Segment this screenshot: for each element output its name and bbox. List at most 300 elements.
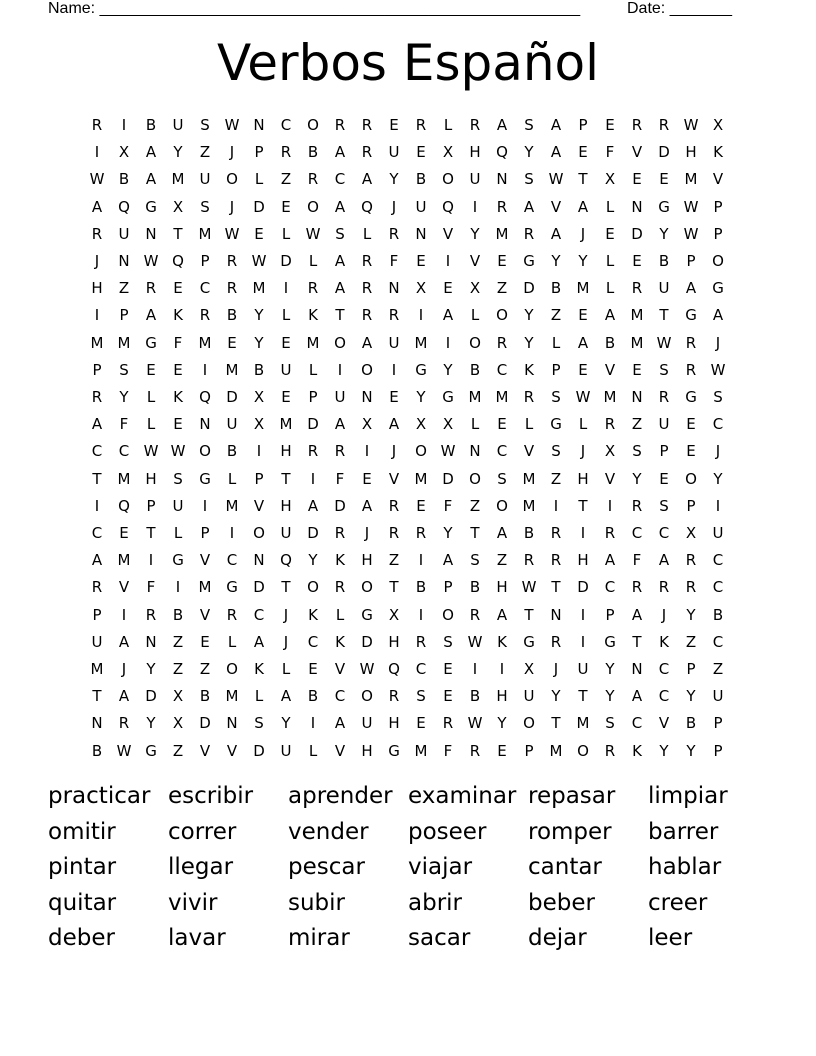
grid-letter[interactable]: Q bbox=[388, 660, 400, 678]
grid-letter[interactable]: R bbox=[334, 578, 346, 597]
grid-letter[interactable]: L bbox=[443, 116, 453, 134]
grid-letter[interactable]: Y bbox=[497, 714, 507, 733]
grid-letter[interactable]: N bbox=[388, 279, 400, 298]
grid-letter[interactable]: E bbox=[686, 415, 696, 434]
grid-letter[interactable]: E bbox=[443, 687, 453, 706]
grid-letter[interactable]: R bbox=[91, 224, 103, 243]
grid-letter[interactable]: U bbox=[415, 197, 427, 216]
grid-letter[interactable]: U bbox=[523, 687, 535, 706]
grid-letter[interactable]: E bbox=[389, 116, 399, 134]
grid-letter[interactable]: G bbox=[604, 632, 616, 651]
grid-letter[interactable]: Y bbox=[632, 469, 642, 488]
grid-letter[interactable]: G bbox=[685, 306, 697, 325]
grid-letter[interactable]: Z bbox=[712, 660, 724, 678]
grid-letter[interactable]: N bbox=[199, 415, 211, 434]
grid-letter[interactable]: Y bbox=[605, 687, 615, 706]
grid-letter[interactable]: O bbox=[496, 496, 508, 515]
grid-letter[interactable]: C bbox=[253, 605, 265, 624]
grid-letter[interactable]: A bbox=[307, 496, 319, 515]
grid-letter[interactable]: B bbox=[226, 442, 238, 461]
grid-letter[interactable]: R bbox=[604, 415, 616, 434]
grid-letter[interactable]: L bbox=[146, 388, 156, 406]
grid-letter[interactable]: A bbox=[685, 279, 697, 298]
grid-letter[interactable]: H bbox=[496, 578, 508, 597]
grid-letter[interactable]: L bbox=[254, 170, 264, 189]
grid-letter[interactable]: S bbox=[254, 714, 264, 733]
grid-letter[interactable]: X bbox=[604, 442, 616, 461]
grid-letter[interactable]: P bbox=[200, 252, 210, 270]
grid-letter[interactable]: E bbox=[416, 252, 426, 270]
grid-letter[interactable]: X bbox=[712, 116, 724, 134]
grid-letter[interactable]: M bbox=[549, 741, 563, 760]
grid-letter[interactable]: I bbox=[94, 496, 100, 515]
grid-letter[interactable]: Y bbox=[551, 687, 561, 706]
grid-letter[interactable]: K bbox=[659, 632, 669, 651]
grid-letter[interactable]: R bbox=[226, 605, 238, 624]
grid-letter[interactable]: X bbox=[442, 143, 454, 162]
grid-letter[interactable]: A bbox=[388, 415, 400, 434]
grid-letter[interactable]: L bbox=[254, 687, 264, 706]
grid-letter[interactable]: U bbox=[226, 415, 238, 434]
grid-letter[interactable]: Z bbox=[172, 660, 184, 678]
grid-letter[interactable]: E bbox=[686, 442, 696, 461]
grid-letter[interactable]: S bbox=[200, 197, 210, 216]
grid-letter[interactable]: E bbox=[632, 252, 642, 270]
grid-letter[interactable]: Z bbox=[280, 170, 292, 189]
grid-letter[interactable]: K bbox=[335, 632, 345, 651]
grid-letter[interactable]: Y bbox=[578, 252, 588, 270]
grid-letter[interactable]: R bbox=[496, 197, 508, 216]
grid-letter[interactable]: U bbox=[199, 170, 211, 189]
grid-letter[interactable]: P bbox=[713, 741, 723, 760]
grid-letter[interactable]: A bbox=[91, 197, 103, 216]
grid-letter[interactable]: N bbox=[469, 442, 481, 461]
grid-letter[interactable]: E bbox=[578, 360, 588, 379]
grid-letter[interactable]: F bbox=[173, 333, 183, 352]
grid-letter[interactable]: M bbox=[225, 496, 239, 515]
grid-letter[interactable]: R bbox=[226, 252, 238, 270]
grid-letter[interactable]: B bbox=[712, 605, 724, 624]
grid-letter[interactable]: P bbox=[443, 578, 453, 597]
grid-letter[interactable]: R bbox=[604, 741, 616, 760]
grid-letter[interactable]: W bbox=[359, 660, 375, 678]
grid-letter[interactable]: H bbox=[361, 741, 373, 760]
grid-letter[interactable]: M bbox=[414, 469, 428, 488]
grid-letter[interactable]: G bbox=[658, 197, 670, 216]
grid-letter[interactable]: I bbox=[580, 524, 586, 542]
grid-letter[interactable]: M bbox=[603, 388, 617, 406]
grid-letter[interactable]: Y bbox=[659, 741, 669, 760]
grid-letter[interactable]: D bbox=[199, 714, 211, 733]
grid-letter[interactable]: I bbox=[445, 333, 451, 352]
grid-letter[interactable]: R bbox=[658, 578, 670, 597]
grid-letter[interactable]: A bbox=[496, 524, 508, 542]
grid-letter[interactable]: N bbox=[145, 224, 157, 243]
grid-letter[interactable]: J bbox=[715, 333, 721, 352]
grid-letter[interactable]: P bbox=[524, 741, 534, 760]
grid-letter[interactable]: V bbox=[550, 197, 562, 216]
grid-letter[interactable]: I bbox=[310, 714, 316, 733]
grid-letter[interactable]: J bbox=[391, 442, 397, 461]
grid-letter[interactable]: X bbox=[253, 415, 265, 434]
grid-letter[interactable]: J bbox=[553, 660, 559, 678]
grid-letter[interactable]: X bbox=[172, 714, 184, 733]
grid-letter[interactable]: O bbox=[442, 170, 454, 189]
grid-letter[interactable]: E bbox=[308, 660, 318, 678]
grid-letter[interactable]: W bbox=[467, 714, 483, 733]
grid-letter[interactable]: A bbox=[550, 224, 562, 243]
grid-letter[interactable]: L bbox=[470, 306, 480, 325]
grid-letter[interactable]: C bbox=[712, 578, 724, 597]
grid-letter[interactable]: A bbox=[334, 143, 346, 162]
grid-letter[interactable]: M bbox=[468, 388, 482, 406]
grid-letter[interactable]: H bbox=[280, 496, 292, 515]
grid-letter[interactable]: A bbox=[334, 197, 346, 216]
grid-letter[interactable]: Z bbox=[118, 279, 130, 298]
grid-letter[interactable]: J bbox=[94, 252, 100, 270]
grid-letter[interactable]: I bbox=[391, 360, 397, 379]
grid-letter[interactable]: I bbox=[202, 496, 208, 515]
grid-letter[interactable]: C bbox=[712, 415, 724, 434]
grid-letter[interactable]: M bbox=[306, 333, 320, 352]
grid-letter[interactable]: D bbox=[631, 224, 643, 243]
grid-letter[interactable]: R bbox=[361, 306, 373, 325]
grid-letter[interactable]: X bbox=[442, 415, 454, 434]
grid-letter[interactable]: R bbox=[685, 360, 697, 379]
grid-letter[interactable]: E bbox=[416, 143, 426, 162]
grid-letter[interactable]: E bbox=[497, 741, 507, 760]
grid-letter[interactable]: R bbox=[91, 388, 103, 406]
grid-letter[interactable]: R bbox=[685, 333, 697, 352]
grid-letter[interactable]: I bbox=[472, 660, 478, 678]
grid-letter[interactable]: R bbox=[631, 496, 643, 515]
grid-letter[interactable]: R bbox=[361, 252, 373, 270]
grid-letter[interactable]: S bbox=[173, 469, 183, 488]
grid-letter[interactable]: Q bbox=[496, 143, 508, 162]
grid-letter[interactable]: Y bbox=[308, 551, 318, 570]
grid-letter[interactable]: R bbox=[550, 524, 562, 542]
grid-letter[interactable]: M bbox=[630, 333, 644, 352]
grid-letter[interactable]: A bbox=[496, 605, 508, 624]
grid-letter[interactable]: U bbox=[658, 279, 670, 298]
grid-letter[interactable]: B bbox=[199, 687, 211, 706]
grid-letter[interactable]: M bbox=[522, 469, 536, 488]
grid-letter[interactable]: R bbox=[469, 605, 481, 624]
grid-letter[interactable]: B bbox=[523, 524, 535, 542]
grid-letter[interactable]: A bbox=[361, 333, 373, 352]
grid-letter[interactable]: L bbox=[578, 415, 588, 434]
grid-letter[interactable]: D bbox=[307, 415, 319, 434]
name-field[interactable]: Name: ______________________________________________________ bbox=[48, 0, 581, 17]
grid-letter[interactable]: E bbox=[173, 415, 183, 434]
grid-letter[interactable]: N bbox=[550, 605, 562, 624]
grid-letter[interactable]: A bbox=[712, 306, 724, 325]
grid-letter[interactable]: V bbox=[199, 741, 211, 760]
grid-letter[interactable]: S bbox=[470, 551, 480, 570]
grid-letter[interactable]: R bbox=[469, 116, 481, 134]
grid-letter[interactable]: N bbox=[415, 224, 427, 243]
grid-letter[interactable]: J bbox=[283, 605, 289, 624]
grid-letter[interactable]: U bbox=[469, 170, 481, 189]
grid-letter[interactable]: L bbox=[227, 469, 237, 488]
grid-letter[interactable]: V bbox=[442, 224, 454, 243]
grid-letter[interactable]: M bbox=[198, 333, 212, 352]
grid-letter[interactable]: P bbox=[686, 496, 696, 515]
grid-letter[interactable]: K bbox=[173, 388, 183, 406]
grid-letter[interactable]: I bbox=[121, 605, 127, 624]
grid-letter[interactable]: M bbox=[630, 306, 644, 325]
grid-letter[interactable]: E bbox=[362, 469, 372, 488]
grid-letter[interactable]: C bbox=[631, 714, 643, 733]
grid-letter[interactable]: V bbox=[253, 496, 265, 515]
grid-letter[interactable]: X bbox=[415, 415, 427, 434]
grid-letter[interactable]: E bbox=[119, 524, 129, 542]
grid-letter[interactable]: H bbox=[91, 279, 103, 298]
grid-letter[interactable]: I bbox=[148, 551, 154, 570]
grid-letter[interactable]: Z bbox=[199, 660, 211, 678]
grid-letter[interactable]: D bbox=[280, 252, 292, 270]
grid-letter[interactable]: J bbox=[364, 524, 370, 542]
grid-letter[interactable]: D bbox=[334, 496, 346, 515]
grid-letter[interactable]: G bbox=[388, 741, 400, 760]
grid-letter[interactable]: A bbox=[361, 170, 373, 189]
grid-letter[interactable]: D bbox=[253, 197, 265, 216]
grid-letter[interactable]: A bbox=[523, 197, 535, 216]
grid-letter[interactable]: X bbox=[604, 170, 616, 189]
grid-letter[interactable]: I bbox=[418, 551, 424, 570]
grid-letter[interactable]: D bbox=[253, 578, 265, 597]
grid-letter[interactable]: C bbox=[334, 687, 346, 706]
grid-letter[interactable]: G bbox=[415, 360, 427, 379]
grid-letter[interactable]: V bbox=[658, 714, 670, 733]
grid-letter[interactable]: G bbox=[523, 632, 535, 651]
grid-letter[interactable]: E bbox=[578, 306, 588, 325]
grid-letter[interactable]: M bbox=[198, 578, 212, 597]
grid-letter[interactable]: B bbox=[253, 360, 265, 379]
grid-letter[interactable]: X bbox=[388, 605, 400, 624]
grid-letter[interactable]: U bbox=[334, 388, 346, 406]
grid-letter[interactable]: M bbox=[117, 469, 131, 488]
grid-letter[interactable]: L bbox=[146, 415, 156, 434]
grid-letter[interactable]: A bbox=[361, 496, 373, 515]
grid-letter[interactable]: Z bbox=[496, 551, 508, 570]
grid-letter[interactable]: Y bbox=[524, 143, 534, 162]
grid-letter[interactable]: O bbox=[361, 360, 373, 379]
grid-letter[interactable]: I bbox=[580, 605, 586, 624]
grid-letter[interactable]: Z bbox=[550, 306, 562, 325]
grid-letter[interactable]: C bbox=[118, 442, 130, 461]
grid-letter[interactable]: Y bbox=[605, 660, 615, 678]
grid-letter[interactable]: S bbox=[632, 442, 642, 461]
date-field[interactable]: Date: _______ bbox=[627, 0, 732, 17]
grid-letter[interactable]: H bbox=[577, 551, 589, 570]
grid-letter[interactable]: A bbox=[145, 170, 157, 189]
grid-letter[interactable]: A bbox=[442, 551, 454, 570]
grid-letter[interactable]: B bbox=[91, 741, 103, 760]
grid-letter[interactable]: C bbox=[91, 524, 103, 542]
grid-letter[interactable]: A bbox=[604, 551, 616, 570]
grid-letter[interactable]: W bbox=[575, 388, 591, 406]
grid-letter[interactable]: U bbox=[388, 333, 400, 352]
grid-letter[interactable]: P bbox=[713, 224, 723, 243]
grid-letter[interactable]: T bbox=[578, 687, 588, 706]
grid-letter[interactable]: O bbox=[577, 741, 589, 760]
grid-letter[interactable]: S bbox=[200, 116, 210, 134]
grid-letter[interactable]: O bbox=[253, 524, 265, 542]
grid-letter[interactable]: C bbox=[415, 660, 427, 678]
grid-letter[interactable]: P bbox=[686, 252, 696, 270]
grid-letter[interactable]: U bbox=[712, 687, 724, 706]
grid-letter[interactable]: A bbox=[334, 415, 346, 434]
grid-letter[interactable]: O bbox=[523, 714, 535, 733]
grid-letter[interactable]: E bbox=[254, 224, 264, 243]
grid-letter[interactable]: R bbox=[550, 632, 562, 651]
grid-letter[interactable]: S bbox=[497, 469, 507, 488]
grid-letter[interactable]: Y bbox=[443, 360, 453, 379]
grid-letter[interactable]: L bbox=[281, 306, 291, 325]
grid-letter[interactable]: X bbox=[685, 524, 697, 542]
grid-letter[interactable]: R bbox=[631, 279, 643, 298]
grid-letter[interactable]: G bbox=[523, 252, 535, 270]
grid-letter[interactable]: A bbox=[496, 116, 508, 134]
grid-letter[interactable]: B bbox=[685, 714, 697, 733]
grid-letter[interactable]: U bbox=[712, 524, 724, 542]
grid-letter[interactable]: T bbox=[281, 578, 291, 597]
grid-letter[interactable]: F bbox=[335, 469, 345, 488]
grid-letter[interactable]: E bbox=[443, 279, 453, 298]
grid-letter[interactable]: S bbox=[605, 714, 615, 733]
grid-letter[interactable]: N bbox=[631, 660, 643, 678]
grid-letter[interactable]: X bbox=[415, 279, 427, 298]
grid-letter[interactable]: N bbox=[631, 197, 643, 216]
grid-letter[interactable]: G bbox=[361, 605, 373, 624]
grid-letter[interactable]: A bbox=[550, 116, 562, 134]
grid-letter[interactable]: R bbox=[685, 551, 697, 570]
grid-letter[interactable]: R bbox=[307, 279, 319, 298]
grid-letter[interactable]: J bbox=[580, 442, 586, 461]
grid-letter[interactable]: M bbox=[90, 333, 104, 352]
grid-letter[interactable]: H bbox=[145, 469, 157, 488]
grid-letter[interactable]: J bbox=[121, 660, 127, 678]
grid-letter[interactable]: A bbox=[334, 252, 346, 270]
grid-letter[interactable]: N bbox=[496, 170, 508, 189]
grid-letter[interactable]: R bbox=[118, 714, 130, 733]
grid-letter[interactable]: L bbox=[605, 252, 615, 270]
grid-letter[interactable]: P bbox=[146, 496, 156, 515]
grid-letter[interactable]: R bbox=[334, 442, 346, 461]
grid-letter[interactable]: Y bbox=[686, 605, 696, 624]
grid-letter[interactable]: W bbox=[224, 116, 240, 134]
grid-letter[interactable]: F bbox=[605, 143, 615, 162]
grid-letter[interactable]: Z bbox=[199, 143, 211, 162]
grid-letter[interactable]: R bbox=[388, 224, 400, 243]
grid-letter[interactable]: R bbox=[658, 388, 670, 406]
grid-letter[interactable]: I bbox=[256, 442, 262, 461]
grid-letter[interactable]: K bbox=[335, 551, 345, 570]
grid-letter[interactable]: V bbox=[199, 551, 211, 570]
grid-letter[interactable]: K bbox=[713, 143, 723, 162]
grid-letter[interactable]: R bbox=[307, 442, 319, 461]
grid-letter[interactable]: M bbox=[684, 170, 698, 189]
grid-letter[interactable]: G bbox=[145, 333, 157, 352]
grid-letter[interactable]: R bbox=[658, 116, 670, 134]
grid-letter[interactable]: F bbox=[632, 551, 642, 570]
grid-letter[interactable]: P bbox=[92, 360, 102, 379]
grid-letter[interactable]: E bbox=[497, 415, 507, 434]
grid-letter[interactable]: R bbox=[361, 279, 373, 298]
grid-letter[interactable]: V bbox=[712, 170, 724, 189]
grid-letter[interactable]: W bbox=[116, 741, 132, 760]
grid-letter[interactable]: Y bbox=[470, 224, 480, 243]
grid-letter[interactable]: W bbox=[710, 360, 726, 379]
grid-letter[interactable]: I bbox=[553, 496, 559, 515]
grid-letter[interactable]: W bbox=[548, 170, 564, 189]
grid-letter[interactable]: Y bbox=[416, 388, 426, 406]
grid-letter[interactable]: K bbox=[254, 660, 264, 678]
grid-letter[interactable]: E bbox=[173, 279, 183, 298]
grid-letter[interactable]: Z bbox=[172, 741, 184, 760]
grid-letter[interactable]: L bbox=[308, 252, 318, 270]
grid-letter[interactable]: O bbox=[307, 197, 319, 216]
grid-letter[interactable]: D bbox=[577, 578, 589, 597]
grid-letter[interactable]: V bbox=[226, 741, 238, 760]
grid-letter[interactable]: P bbox=[605, 605, 615, 624]
grid-letter[interactable]: R bbox=[442, 714, 454, 733]
grid-letter[interactable]: T bbox=[578, 170, 588, 189]
grid-letter[interactable]: I bbox=[580, 632, 586, 651]
grid-letter[interactable]: Q bbox=[199, 388, 211, 406]
grid-letter[interactable]: R bbox=[469, 741, 481, 760]
grid-letter[interactable]: Y bbox=[686, 741, 696, 760]
grid-letter[interactable]: W bbox=[683, 116, 699, 134]
grid-letter[interactable]: B bbox=[415, 578, 427, 597]
grid-letter[interactable]: S bbox=[443, 632, 453, 651]
grid-letter[interactable]: G bbox=[172, 551, 184, 570]
grid-letter[interactable]: O bbox=[361, 578, 373, 597]
grid-letter[interactable]: Z bbox=[550, 469, 562, 488]
grid-letter[interactable]: H bbox=[280, 442, 292, 461]
grid-letter[interactable]: E bbox=[659, 170, 669, 189]
grid-letter[interactable]: H bbox=[577, 469, 589, 488]
grid-letter[interactable]: U bbox=[388, 143, 400, 162]
grid-letter[interactable]: I bbox=[472, 197, 478, 216]
grid-letter[interactable]: V bbox=[118, 578, 130, 597]
grid-letter[interactable]: A bbox=[604, 306, 616, 325]
grid-letter[interactable]: Z bbox=[388, 551, 400, 570]
grid-letter[interactable]: B bbox=[145, 116, 157, 134]
grid-letter[interactable]: O bbox=[469, 469, 481, 488]
grid-letter[interactable]: O bbox=[226, 170, 238, 189]
grid-letter[interactable]: U bbox=[658, 415, 670, 434]
grid-letter[interactable]: M bbox=[414, 741, 428, 760]
grid-letter[interactable]: K bbox=[632, 741, 642, 760]
grid-letter[interactable]: R bbox=[631, 578, 643, 597]
grid-letter[interactable]: B bbox=[469, 360, 481, 379]
grid-letter[interactable]: Y bbox=[524, 306, 534, 325]
grid-letter[interactable]: X bbox=[523, 660, 535, 678]
grid-letter[interactable]: R bbox=[280, 143, 292, 162]
grid-letter[interactable]: W bbox=[521, 578, 537, 597]
grid-letter[interactable]: W bbox=[656, 333, 672, 352]
grid-letter[interactable]: R bbox=[145, 279, 157, 298]
grid-letter[interactable]: Y bbox=[524, 333, 534, 352]
grid-letter[interactable]: P bbox=[92, 605, 102, 624]
grid-letter[interactable]: A bbox=[253, 632, 265, 651]
grid-letter[interactable]: V bbox=[469, 252, 481, 270]
grid-letter[interactable]: I bbox=[418, 605, 424, 624]
grid-letter[interactable]: U bbox=[172, 496, 184, 515]
grid-letter[interactable]: M bbox=[225, 360, 239, 379]
